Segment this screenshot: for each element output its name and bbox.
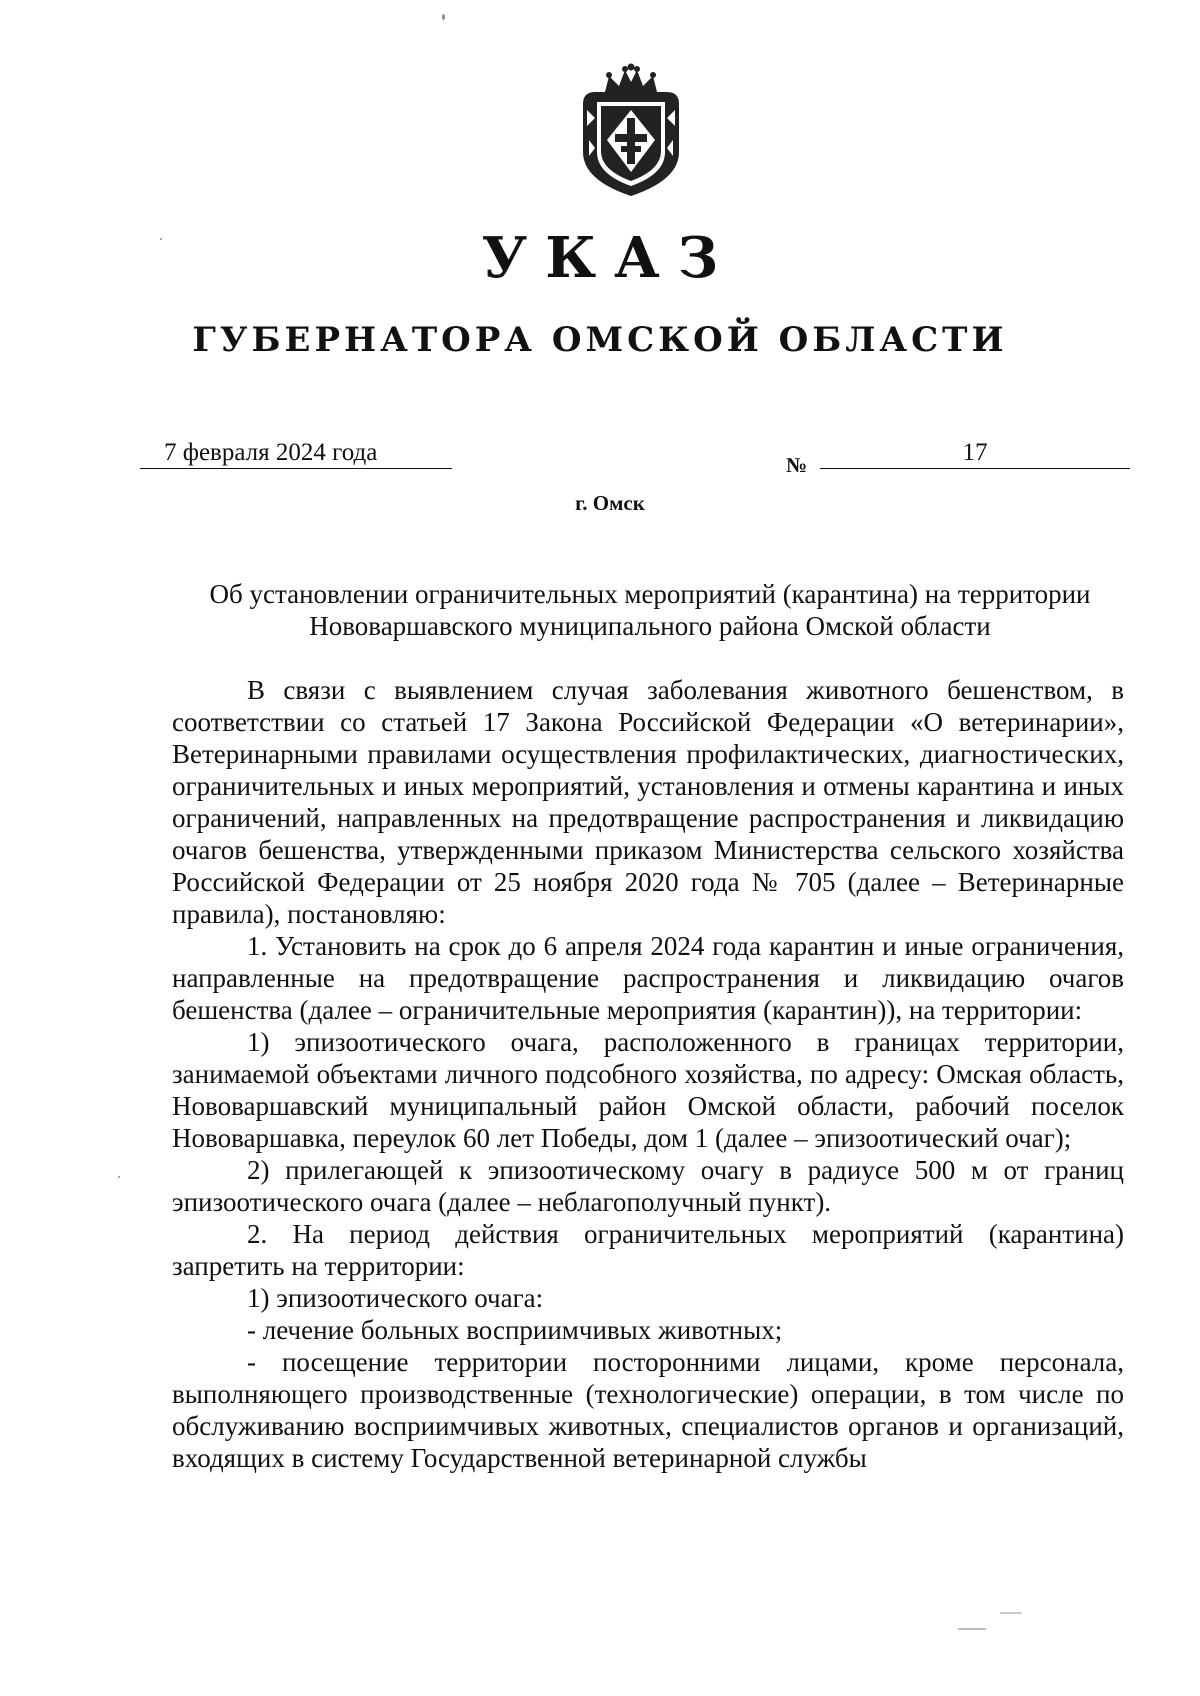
scan-speck bbox=[442, 14, 445, 20]
paragraph: 1. Установить на срок до 6 апреля 2024 года карантин и иные ограничения, направленные на предотвращение распространения и ликвидацию очагов бешенства (далее – ограничительные мероприятия (карантин)), на территории: bbox=[172, 931, 1124, 1025]
paragraph: 1) эпизоотического очага: bbox=[247, 1283, 544, 1313]
document-number: 17 bbox=[820, 438, 1130, 469]
scan-speck bbox=[118, 1176, 120, 1178]
subject-line-2: Нововаршавского муниципального района Омской области bbox=[309, 611, 991, 641]
document-subject bbox=[170, 578, 1130, 642]
issuer-title: ГУБЕРНАТОРА ОМСКОЙ ОБЛАСТИ bbox=[192, 320, 1008, 360]
document-date: 7 февраля 2024 года bbox=[140, 438, 452, 469]
paragraph: - лечение больных восприимчивых животных; bbox=[247, 1315, 783, 1345]
paragraph: - посещение территории посторонними лицами, кроме персонала, выполняющего производственные (технологические) операции, в том числе по обслуживанию восприимчивых животных, специалистов органов и организаций, входящих в систему Государственной ветеринарной службы bbox=[172, 1347, 1124, 1473]
paragraph: 2. На период действия ограничительных мероприятий (карантина) запретить на территории: bbox=[172, 1219, 1124, 1281]
scan-speck bbox=[160, 238, 162, 240]
document-body bbox=[172, 674, 1124, 1474]
number-label: № bbox=[786, 453, 808, 477]
scan-speck bbox=[958, 1628, 986, 1630]
paragraph: 2) прилегающей к эпизоотическому очагу в радиусе 500 м от границ эпизоотического очага (далее – неблагополучный пункт). bbox=[172, 1155, 1124, 1217]
subject-line-1: Об установлении ограничительных мероприятий (карантина) на территории bbox=[209, 579, 1091, 609]
document-city: г. Омск bbox=[575, 491, 645, 515]
paragraph: В связи с выявлением случая заболевания животного бешенством, в соответствии со статьей 17 Закона Российской Федерации «О ветеринарии», Ветеринарными правилами осуществления профилактических, диагностических, ограничительных и иных мероприятий, установления и отмены карантина и иных ограничений, направленных на предотвращение распространения и ликвидацию очагов бешенства, утвержденными приказом Министерства сельского хозяйства Российской Федерации от 25 ноября 2020 года № 705 (далее – Ветеринарные правила), постановляю: bbox=[172, 675, 1124, 929]
omsk-region-coat-of-arms-icon bbox=[575, 62, 687, 198]
paragraph: 1) эпизоотического очага, расположенного в границах территории, занимаемой объектами личного подсобного хозяйства, по адресу: Омская область, Нововаршавский муниципальный район Омской области, рабочий поселок Нововаршавка, переулок 60 лет Победы, дом 1 (далее – эпизоотический очаг); bbox=[172, 1027, 1124, 1153]
document-type: УКАЗ bbox=[481, 225, 737, 291]
scan-speck bbox=[1000, 1612, 1022, 1614]
